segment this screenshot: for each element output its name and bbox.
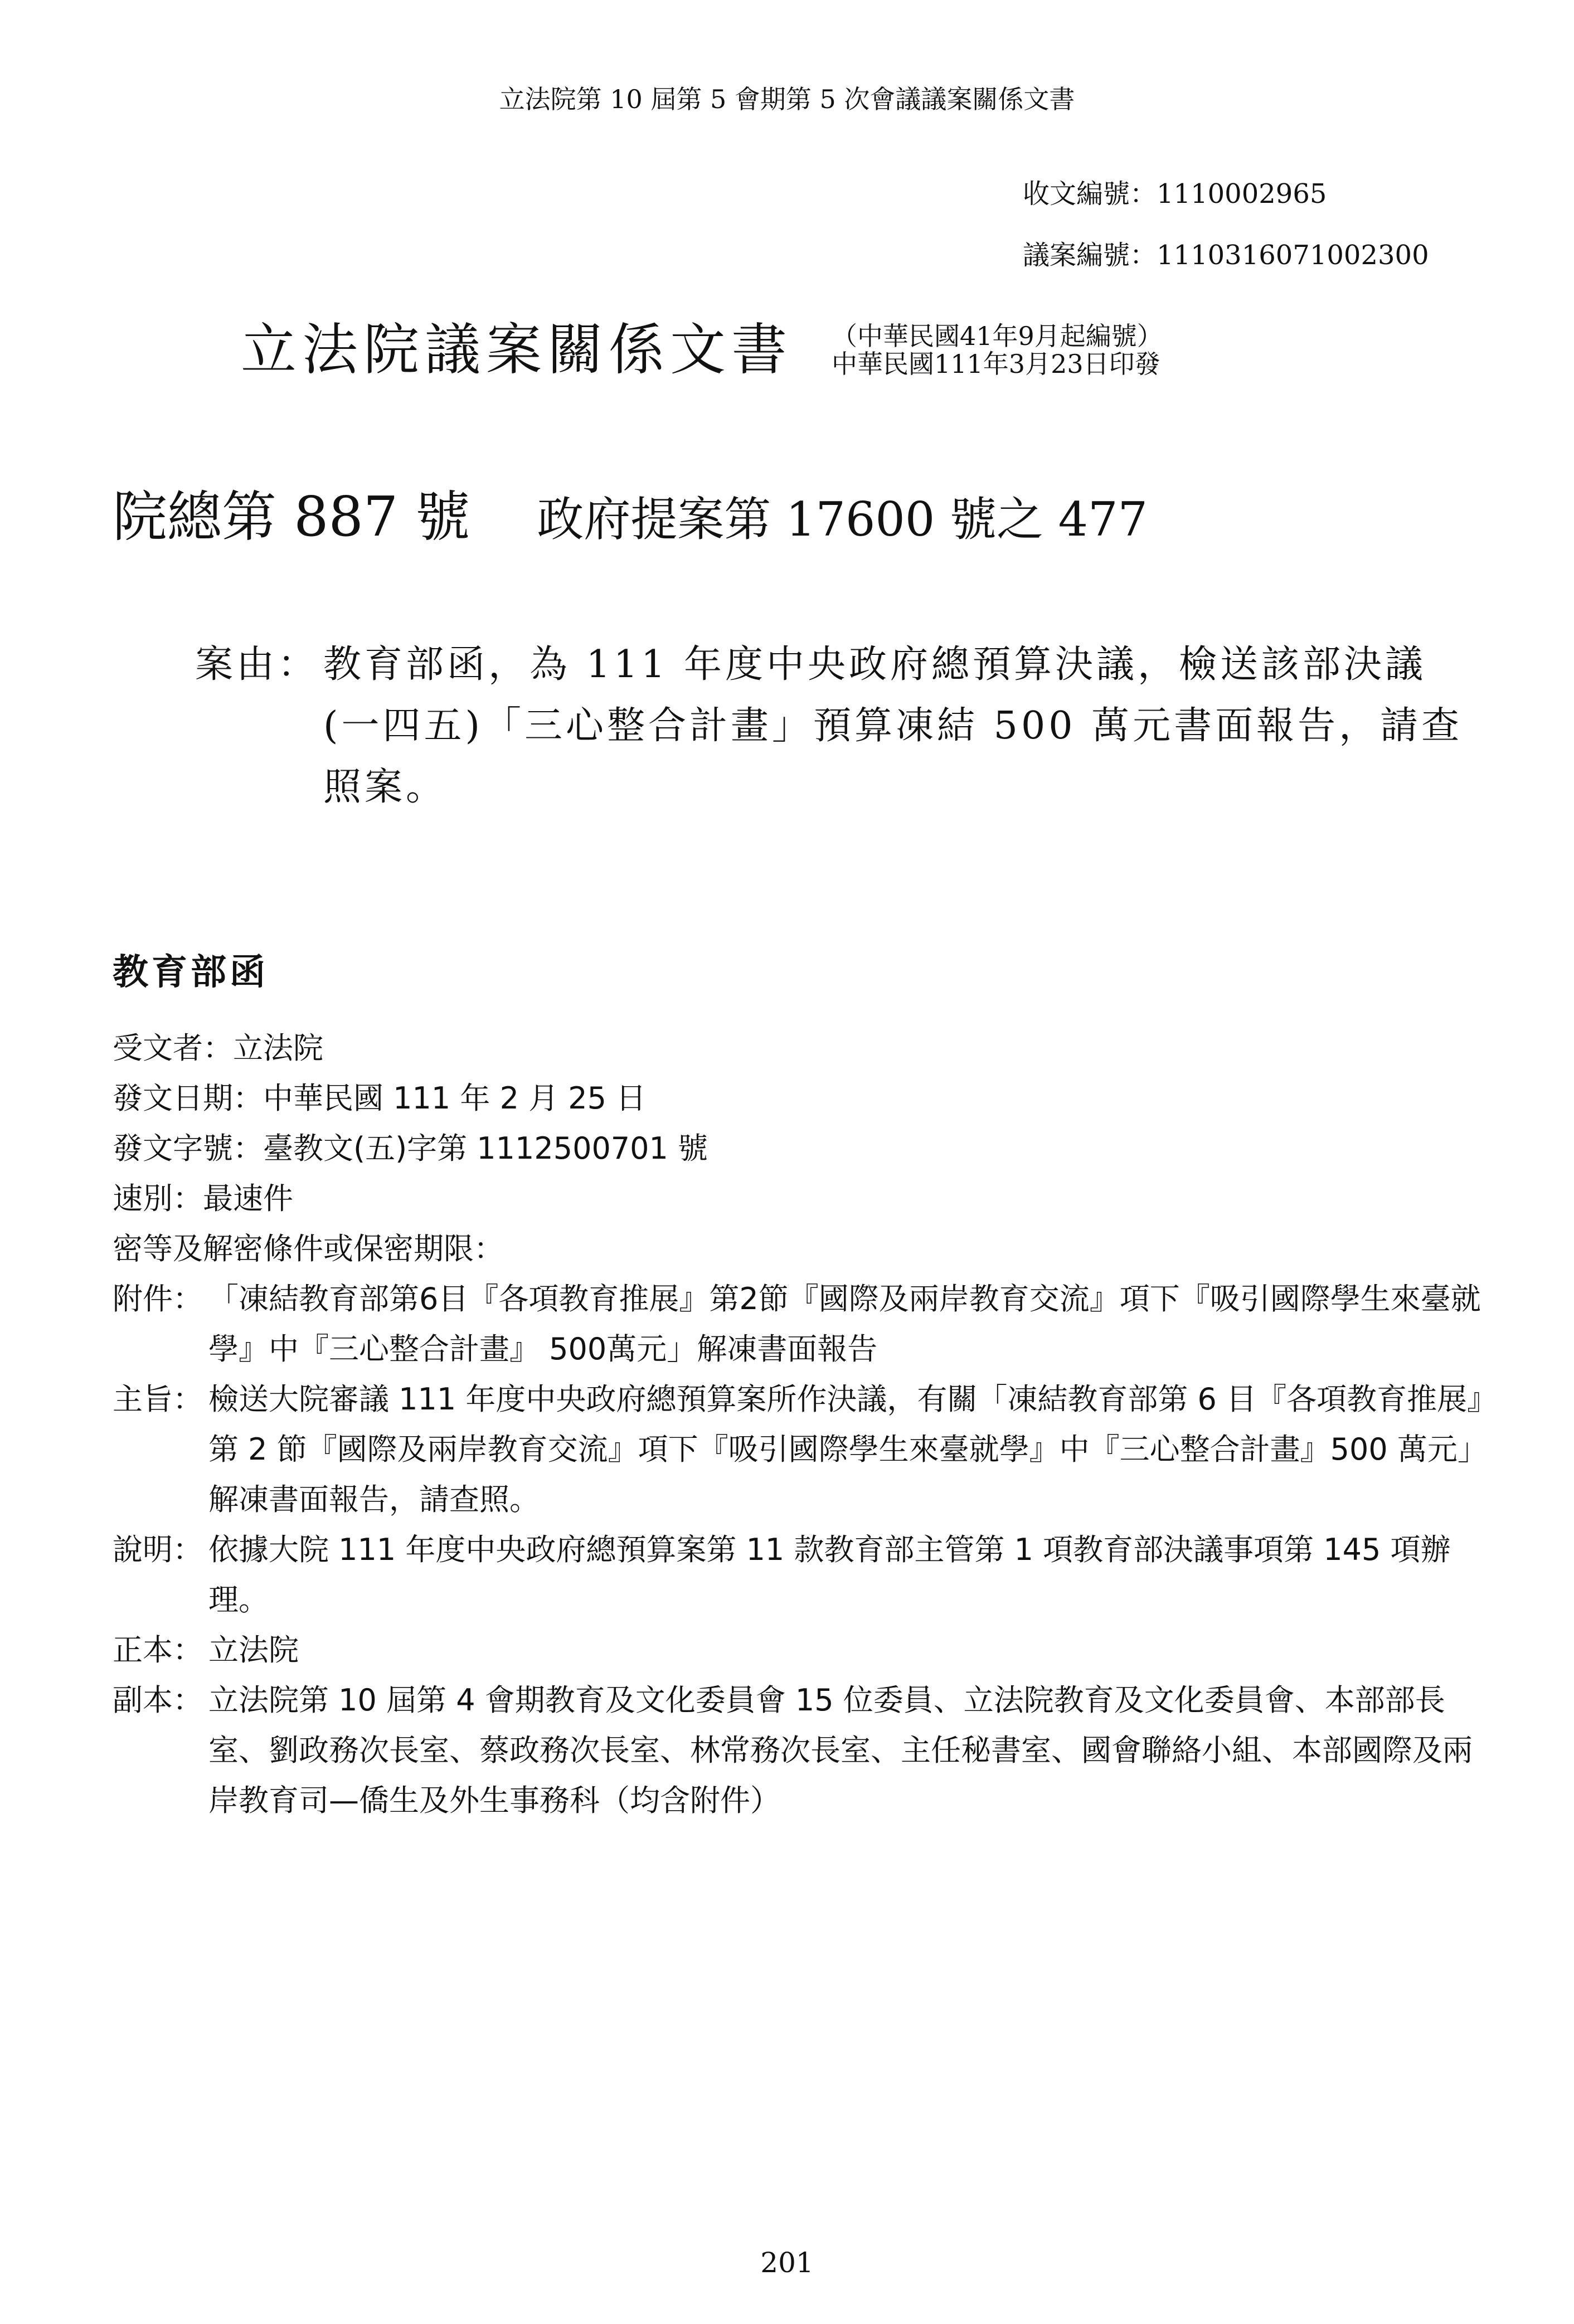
field-value: 臺教文(五)字第 1112500701 號 <box>263 1131 708 1166</box>
sender-heading: 教育部函 <box>113 951 269 993</box>
field-value: 立法院 <box>233 1030 323 1066</box>
field-value: 最速件 <box>203 1181 293 1216</box>
field-recipient <box>113 1023 1489 1073</box>
document-numbers <box>113 484 1148 553</box>
received-number: 收文編號：1110002965 <box>1023 178 1327 210</box>
field-label: 速別： <box>113 1181 203 1216</box>
field-value: 立法院第 10 屆第 4 會期教育及文化委員會 15 位委員、立法院教育及文化委員會、本部部長室、劉政務次長室、蔡政務次長室、林常務次長室、主任秘書室、國會聯絡小組、本部國際及兩岸教育司—僑生及外生事務科（均含附件） <box>208 1683 1473 1818</box>
field-explanation <box>113 1525 1489 1625</box>
letter-body <box>113 1023 1489 1826</box>
proposal-number: 政府提案第 17600 號之 477 <box>537 492 1148 547</box>
field-label: 副本： <box>113 1683 203 1718</box>
field-issue-date <box>113 1073 1489 1124</box>
field-attachment <box>113 1274 1489 1374</box>
field-subject <box>113 1374 1489 1525</box>
field-value: 檢送大院審議 111 年度中央政府總預算案所作決議，有關「凍結教育部第 6 目『各項教育推展』第 2 節『國際及兩岸教育交流』項下『吸引國際學生來臺就學』中『三心整合計畫』500 萬元」解凍書面報告，請查照。 <box>208 1382 1488 1517</box>
field-value: 依據大院 111 年度中央政府總預算案第 11 款教育部主管第 1 項教育部決議事項第 145 項辦理。 <box>208 1532 1451 1617</box>
case-summary <box>195 634 1471 818</box>
field-label: 說明： <box>113 1532 203 1567</box>
field-label: 附件： <box>113 1281 203 1316</box>
numbering-note: （中華民國41年9月起編號） <box>832 321 1163 351</box>
field-label: 發文日期： <box>113 1081 263 1116</box>
case-text: 教育部函，為 111 年度中央政府總預算決議，檢送該部決議(一四五)「三心整合計畫」預算凍結 500 萬元書面報告，請查照案。 <box>323 643 1463 809</box>
page-number: 201 <box>760 2247 814 2279</box>
field-original <box>113 1625 1489 1675</box>
general-number: 院總第 887 號 <box>113 485 470 549</box>
field-value: 「凍結教育部第6目『各項教育推展』第2節『國際及兩岸教育交流』項下『吸引國際學生來臺就學』中『三心整合計畫』 500萬元」解凍書面報告 <box>208 1281 1481 1367</box>
field-label: 發文字號： <box>113 1131 263 1166</box>
session-header: 立法院第 10 屆第 5 會期第 5 次會議議案關係文書 <box>499 84 1075 114</box>
field-value: 中華民國 111 年 2 月 25 日 <box>263 1081 647 1116</box>
case-label: 案由： <box>195 643 319 687</box>
field-reference-number <box>113 1124 1489 1174</box>
document-title: 立法院議案關係文書 <box>241 317 793 382</box>
field-value: 立法院 <box>208 1632 299 1667</box>
bill-number: 議案編號：1110316071002300 <box>1023 240 1429 271</box>
field-classification <box>113 1224 1489 1274</box>
print-date: 中華民國111年3月23日印發 <box>832 349 1160 379</box>
field-label: 正本： <box>113 1632 203 1667</box>
field-urgency <box>113 1174 1489 1224</box>
field-label: 主旨： <box>113 1382 203 1417</box>
field-label: 密等及解密條件或保密期限： <box>113 1231 504 1266</box>
field-label: 受文者： <box>113 1030 233 1066</box>
field-copies <box>113 1675 1489 1826</box>
